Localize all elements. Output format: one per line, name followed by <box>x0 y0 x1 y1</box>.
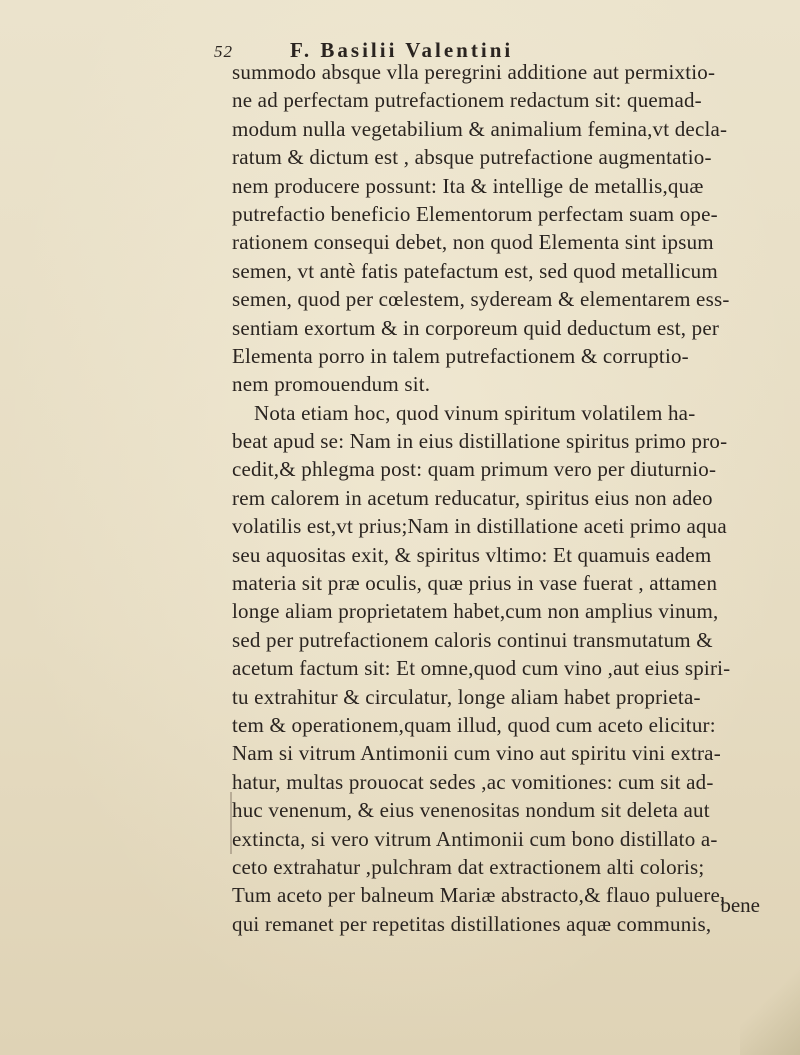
text-line: nem producere possunt: Ita & intellige de metallis,quæ <box>232 173 704 198</box>
body-text <box>232 58 772 938</box>
text-line: acetum factum sit: Et omne,quod cum vino ,aut eius spiri- <box>232 656 731 681</box>
text-line: hatur, multas prouocat sedes ,ac vomitiones: cum sit ad- <box>232 769 714 794</box>
text-line: rationem consequi debet, non quod Elementa sint ipsum <box>232 230 714 255</box>
text-line: materia sit præ oculis, quæ prius in vase fuerat , attamen <box>232 571 718 596</box>
text-line: summodo absque vlla peregrini additione aut permixtio- <box>232 60 716 84</box>
text-line: ne ad perfectam putrefactionem redactum sit: quemad- <box>232 88 702 113</box>
page-corner-stain <box>740 965 800 1055</box>
text-line: nem promouendum sit. <box>232 372 431 397</box>
text-line: huc venenum, & eius venenositas nondum sit deleta aut <box>232 798 710 823</box>
text-line: beat apud se: Nam in eius distillatione spiritus primo pro- <box>232 429 728 454</box>
margin-mark <box>230 792 232 854</box>
text-line: putrefactio beneficio Elementorum perfectam suam ope- <box>232 201 718 226</box>
text-line: sed per putrefactionem caloris continui transmutatum & <box>232 627 713 652</box>
text-line: ratum & dictum est , absque putrefactione augmentatio- <box>232 145 712 170</box>
text-line: qui remanet per repetitas distillationes aquæ communis, <box>232 911 712 936</box>
text-line: semen, vt antè fatis patefactum est, sed quod metallicum <box>232 258 718 283</box>
text-line: Tum aceto per balneum Mariæ abstracto,& flauo puluere, <box>232 883 726 908</box>
text-line: modum nulla vegetabilium & animalium femina,vt decla- <box>232 116 728 141</box>
text-line: sentiam exortum & in corporeum quid deductum est, per <box>232 315 720 340</box>
text-line: Elementa porro in talem putrefactionem & corruptio- <box>232 343 689 368</box>
text-line: tem & operationem,quam illud, quod cum aceto elicitur: <box>232 712 716 737</box>
text-line: extincta, si vero vitrum Antimonii cum bono distillato a- <box>232 826 718 851</box>
paragraph-start-line: Nota etiam hoc, quod vinum spiritum volatilem ha- <box>254 400 696 425</box>
running-head: F. Basilii Valentini <box>290 38 514 62</box>
text-line: Nam si vitrum Antimonii cum vino aut spiritu vini extra- <box>232 741 721 766</box>
text-line: rem calorem in acetum reducatur, spiritus eius non adeo <box>232 485 713 510</box>
page-number: 52 <box>214 42 233 61</box>
text-line: semen, quod per cœlestem, sydeream & elementarem ess- <box>232 287 730 312</box>
catchword: bene <box>720 893 760 917</box>
text-line: longe aliam proprietatem habet,cum non amplius vinum, <box>232 599 719 624</box>
text-line: volatilis est,vt prius;Nam in distillatione aceti primo aqua <box>232 514 727 539</box>
text-line: tu extrahitur & circulatur, longe aliam habet proprieta- <box>232 684 701 709</box>
text-line: ceto extrahatur ,pulchram dat extractionem alti coloris; <box>232 854 705 879</box>
text-line: cedit,& phlegma post: quam primum vero per diuturnio- <box>232 457 717 482</box>
text-line: seu aquositas exit, & spiritus vltimo: Et quamuis eadem <box>232 542 712 567</box>
